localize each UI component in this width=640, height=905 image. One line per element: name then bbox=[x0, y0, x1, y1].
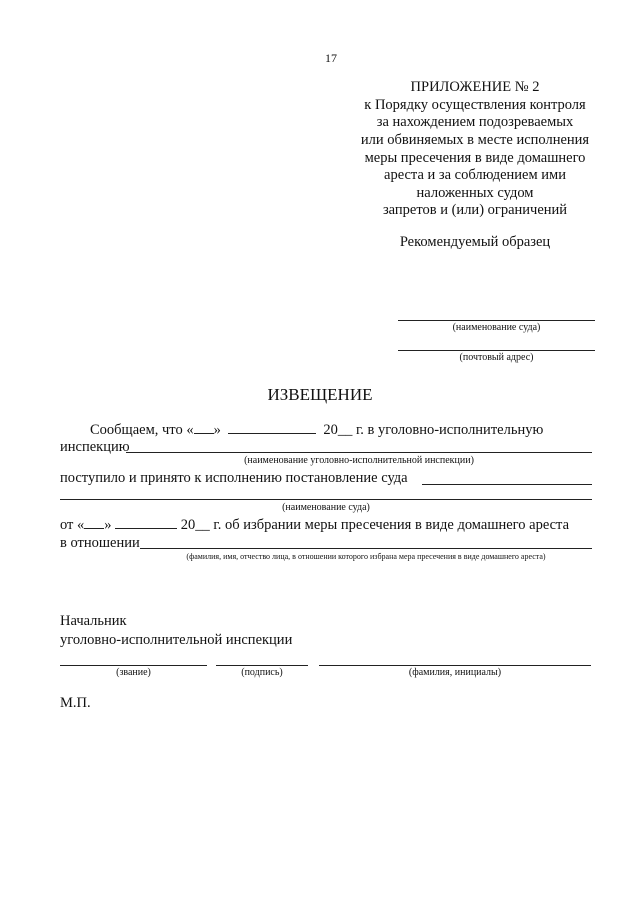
document-title: ИЗВЕЩЕНИЕ bbox=[267, 385, 373, 404]
month-blank bbox=[115, 516, 177, 529]
rank-line bbox=[60, 665, 207, 666]
signature-line bbox=[216, 665, 308, 666]
body-line-4 bbox=[60, 516, 569, 534]
sample-note: Рекомендуемый образец bbox=[399, 234, 551, 250]
role-line-1: Начальник bbox=[60, 613, 127, 629]
role-line-2: уголовно-исполнительной инспекции bbox=[60, 632, 293, 648]
appendix-line: ареста и за соблюдением ими bbox=[384, 167, 566, 183]
court-name-line bbox=[398, 320, 595, 321]
appendix-title: ПРИЛОЖЕНИЕ № 2 bbox=[410, 79, 540, 95]
appendix-line: меры пресечения в виде домашнего bbox=[364, 150, 586, 166]
inspection-caption: (наименование уголовно-исполнительной инспекции) bbox=[244, 455, 474, 466]
rank-caption: (звание) bbox=[116, 667, 151, 678]
person-caption: (фамилия, имя, отчество лица, в отношении которого избрана мера пресечения в виде домашнего ареста) bbox=[186, 552, 546, 561]
signature-caption: (подпись) bbox=[241, 667, 283, 678]
text: 20__ г. об избрании меры пресечения в виде домашнего ареста bbox=[180, 517, 570, 533]
text: » bbox=[104, 517, 112, 533]
day-blank bbox=[84, 516, 104, 529]
appendix-line: запретов и (или) ограничений bbox=[382, 202, 568, 218]
name-line bbox=[319, 665, 591, 666]
appendix-line: за нахождением подозреваемых bbox=[376, 114, 574, 130]
person-line bbox=[140, 548, 592, 549]
name-caption: (фамилия, инициалы) bbox=[408, 667, 502, 678]
court-name-caption: (наименование суда) bbox=[452, 322, 541, 333]
body-line-2: инспекцию bbox=[60, 439, 130, 455]
body-line-3: поступило и принято к исполнению постановление суда bbox=[60, 470, 408, 486]
day-blank bbox=[194, 421, 214, 434]
postal-address-line bbox=[398, 350, 595, 351]
body-line-5: в отношении bbox=[60, 535, 140, 551]
appendix-line: наложенных судом bbox=[416, 185, 534, 201]
text: 20__ г. в уголовно-исполнительную bbox=[323, 422, 544, 438]
court-caption: (наименование суда) bbox=[282, 502, 370, 513]
text: Сообщаем, что « bbox=[90, 422, 194, 438]
text: » bbox=[213, 422, 221, 438]
body-line-1 bbox=[90, 421, 543, 439]
stamp-place: М.П. bbox=[60, 695, 91, 711]
court-decision-line-2 bbox=[60, 499, 592, 500]
month-blank bbox=[228, 421, 316, 434]
appendix-line: или обвиняемых в месте исполнения bbox=[360, 132, 590, 148]
inspection-line bbox=[126, 452, 592, 453]
appendix-line: к Порядку осуществления контроля bbox=[364, 97, 586, 113]
page-number: 17 bbox=[325, 51, 337, 65]
court-decision-line bbox=[422, 484, 592, 485]
postal-address-caption: (почтовый адрес) bbox=[459, 352, 534, 363]
text: от « bbox=[60, 517, 85, 533]
